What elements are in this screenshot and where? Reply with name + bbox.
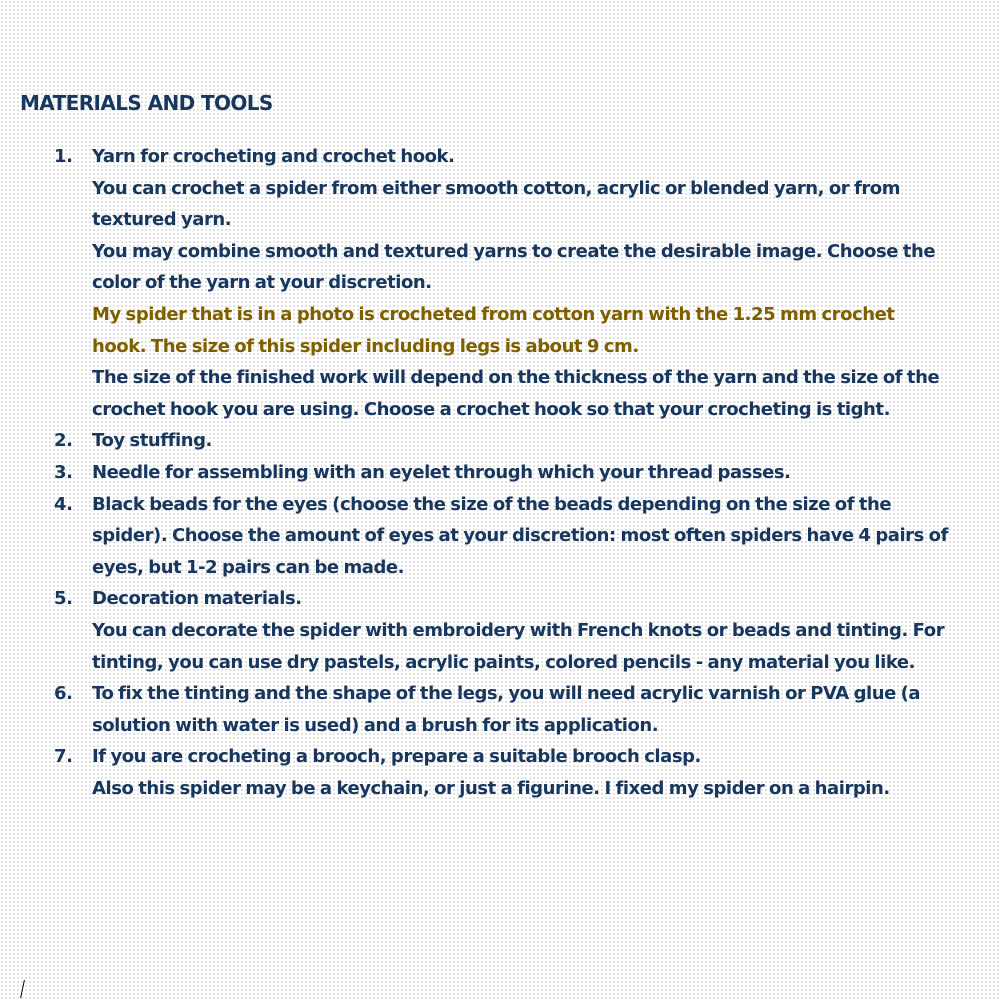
list-item [0,678,982,741]
text-line: The size of the finished work will depend on the thickness of the yarn and the size of the [92,367,940,389]
text-line: Decoration materials. [92,588,302,610]
list-item-number: 5. [54,588,73,610]
text-line: Toy stuffing. [92,430,212,452]
section-heading: MATERIALS AND TOOLS [20,91,273,115]
highlighted-text-line: My spider that is in a photo is crocheted from cotton yarn with the 1.25 mm crochet [92,303,895,325]
list-item-number: 4. [54,493,73,515]
text-line: You can crochet a spider from either smooth cotton, acrylic or blended yarn, or from [92,177,901,199]
list-item [0,489,982,584]
text-line: textured yarn. [92,209,232,231]
text-line: You can decorate the spider with embroidery with French knots or beads and tinting. For [92,619,945,641]
text-line: spider). Choose the amount of eyes at your discretion: most often spiders have 4 pairs of [92,525,948,547]
list-item-number: 7. [54,746,73,768]
list-item-number: 6. [54,683,73,705]
text-line: tinting, you can use dry pastels, acrylic paints, colored pencils - any material you like. [92,651,916,673]
text-line: crochet hook you are using. Choose a crochet hook so that your crocheting is tight. [92,398,890,420]
text-line: If you are crocheting a brooch, prepare a suitable brooch clasp. [92,746,701,768]
list-item-number: 1. [54,146,73,167]
highlighted-text-line: hook. The size of this spider including legs is about 9 cm. [92,335,639,357]
text-line: eyes, but 1-2 pairs can be made. [92,556,405,578]
list-item [0,425,982,457]
list-item [0,583,982,678]
text-line: color of the yarn at your discretion. [92,272,432,294]
list-item-number: 2. [54,430,73,452]
text-cursor [20,980,25,998]
materials-list [0,141,982,804]
text-line: Yarn for crocheting and crochet hook. [92,146,455,167]
list-item [0,141,982,425]
text-line: solution with water is used) and a brush for its application. [92,714,659,736]
text-line: You may combine smooth and textured yarns to create the desirable image. Choose the [92,240,936,262]
list-item [0,457,982,489]
text-line: Black beads for the eyes (choose the size of the beads depending on the size of the [92,493,892,515]
text-line: Needle for assembling with an eyelet through which your thread passes. [92,461,791,483]
list-item-number: 3. [54,461,73,483]
text-line: To fix the tinting and the shape of the legs, you will need acrylic varnish or PVA glue (a [92,683,921,705]
text-line: Also this spider may be a keychain, or just a figurine. I fixed my spider on a hairpin. [92,777,890,799]
list-item [0,741,982,804]
